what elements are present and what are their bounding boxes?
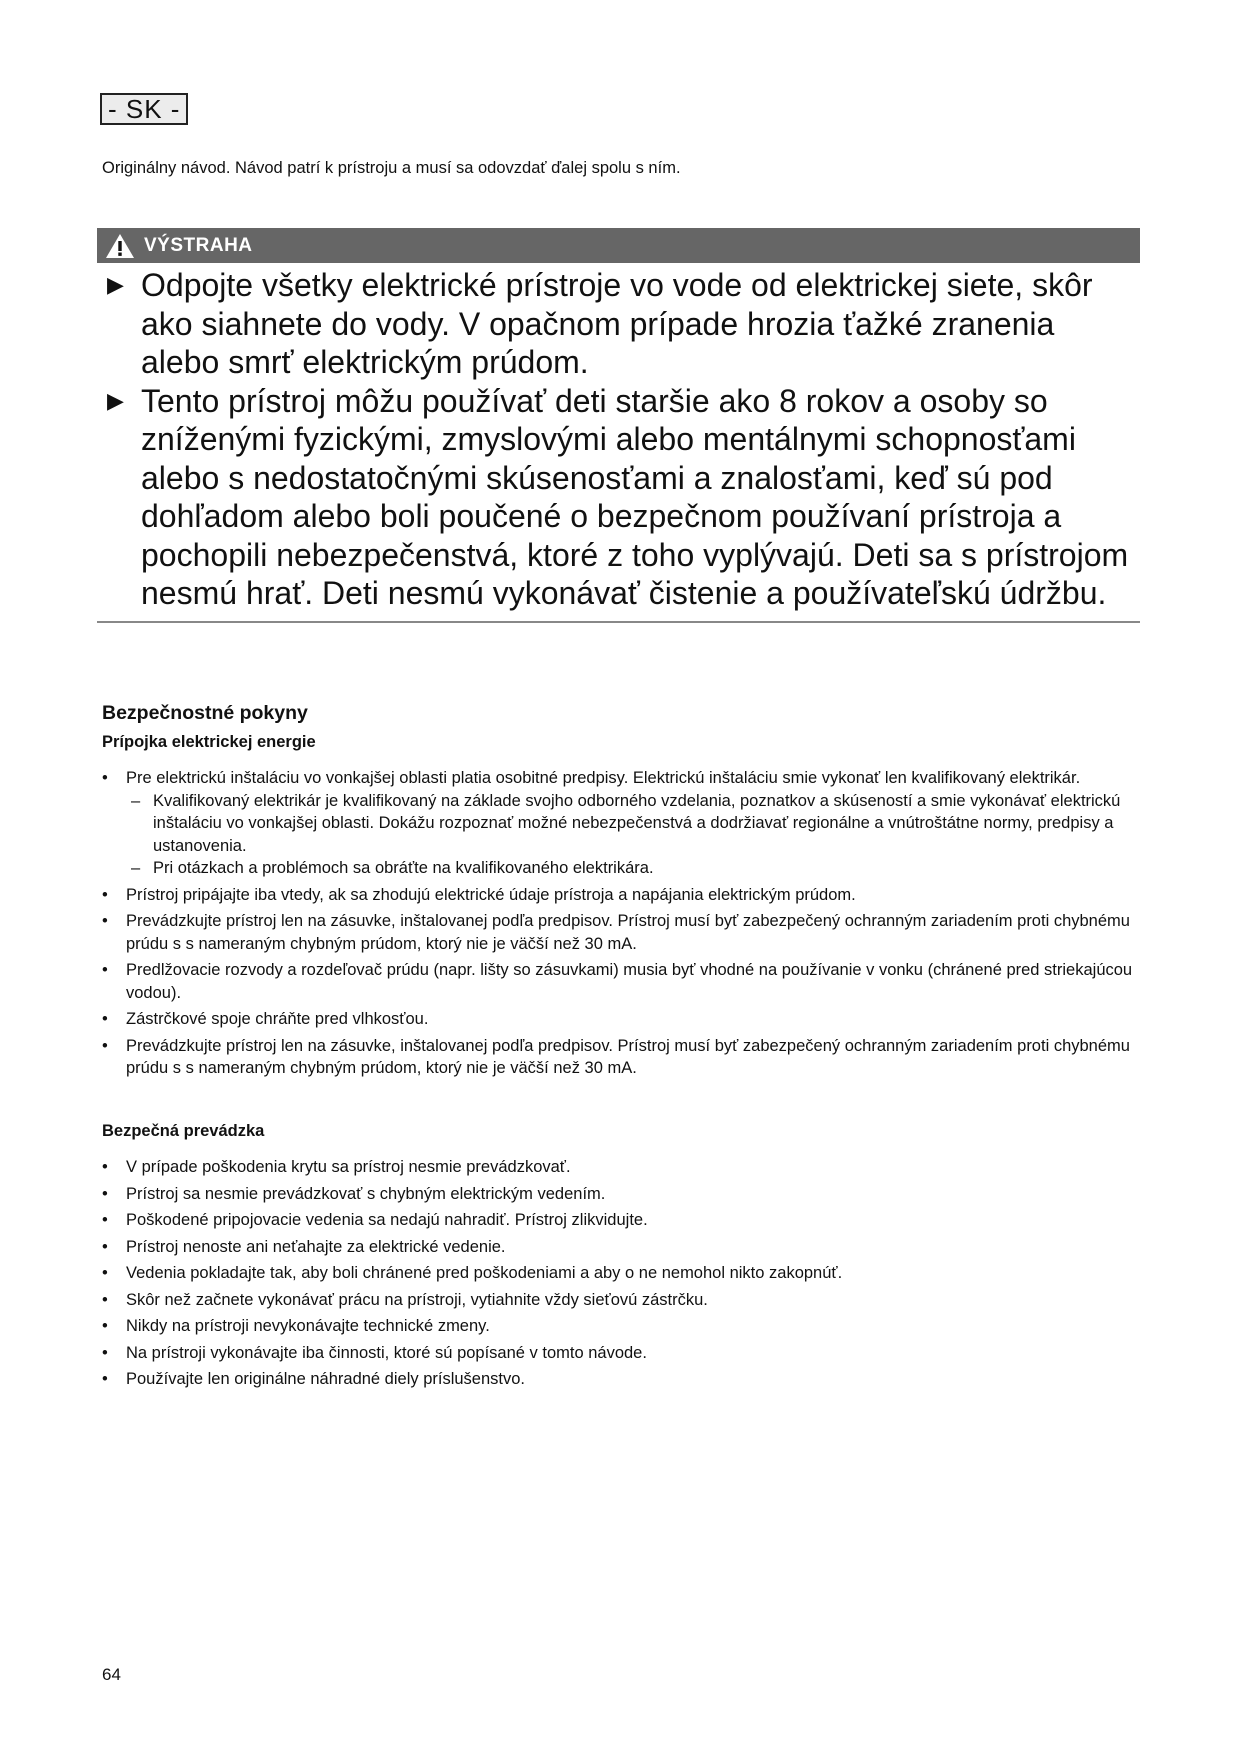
list-item: [102, 1183, 1152, 1206]
warning-box: [97, 228, 1140, 623]
bullet-icon: •: [102, 1264, 108, 1282]
list-item: [102, 884, 1152, 907]
list-item: [102, 767, 1152, 880]
list-item: [102, 1289, 1152, 1312]
list-item: [102, 1008, 1152, 1031]
arrow-icon: ▶: [107, 272, 124, 297]
bullet-icon: •: [102, 1158, 108, 1176]
list-item-text: V prípade poškodenia krytu sa prístroj nesmie prevádzkovať.: [126, 1158, 571, 1176]
list-item-text: Poškodené pripojovacie vedenia sa nedajú nahradiť. Prístroj zlikvidujte.: [126, 1211, 648, 1229]
list-item: [102, 910, 1152, 955]
sub-list: [126, 790, 1152, 880]
page-number: 64: [102, 1665, 121, 1684]
bullet-icon: •: [102, 1370, 108, 1388]
list-item-text: Prístroj nenoste ani neťahajte za elektrické vedenie.: [126, 1237, 506, 1256]
list-item: [102, 1156, 1152, 1179]
sub-list-item: [126, 857, 1152, 880]
subheading-safe-operation: Bezpečná prevádzka: [102, 1122, 265, 1140]
warning-list: [97, 266, 1140, 613]
warning-item-text: Odpojte všetky elektrické prístroje vo vode od elektrickej siete, skôr ako siahnete do vody. V opačnom prípade hrozia ťažké zranenia alebo smrť elektrickým prúdom.: [141, 267, 1093, 380]
list-item-text: Prístroj sa nesmie prevádzkovať s chybným elektrickým vedením.: [126, 1184, 606, 1203]
list-item-text: Nikdy na prístroji nevykonávajte technické zmeny.: [126, 1317, 490, 1335]
bullet-icon: •: [102, 961, 108, 979]
warning-item: [97, 266, 1140, 382]
list-item-text: Skôr než začnete vykonávať prácu na prístroji, vytiahnite vždy sieťovú zástrčku.: [126, 1290, 708, 1309]
intro-text: Originálny návod. Návod patrí k prístroju a musí sa odovzdať ďalej spolu s ním.: [102, 159, 681, 177]
bullet-icon: •: [102, 1343, 108, 1362]
bullet-icon: •: [102, 885, 108, 904]
warning-header: [97, 228, 1140, 263]
warning-item: [97, 382, 1140, 613]
list-item: [102, 1236, 1152, 1259]
warning-triangle-icon: [105, 233, 135, 259]
list-item-text: Predlžovacie rozvody a rozdeľovač prúdu (napr. lišty so zásuvkami) musia byť vhodné na používanie v vonku (chránené pred striekajúcou vodou).: [126, 961, 1133, 1002]
bullet-icon: •: [102, 1290, 108, 1309]
dash-icon: –: [131, 859, 141, 877]
list-item-text: Pre elektrickú inštaláciu vo vonkajšej oblasti platia osobitné predpisy. Elektrickú inštaláciu smie vykonať len kvalifikovaný elektrikár.: [126, 769, 1081, 787]
list-item: [102, 1342, 1152, 1365]
list-item-text: Prevádzkujte prístroj len na zásuvke, inštalovanej podľa predpisov. Prístroj musí byť zabezpečený ochranným zariadením proti chybnému prúdu s s nameraným chybným prúdom, ktorý nie je väčší než 30 mA.: [126, 912, 1130, 953]
list-item: [102, 1209, 1152, 1232]
bullet-icon: •: [102, 1237, 108, 1256]
bullet-icon: •: [102, 769, 108, 787]
warning-item-text: Tento prístroj môžu používať deti staršie ako 8 rokov a osoby so zníženými fyzickými, zmyslovými alebo mentálnymi schopnosťami alebo s nedostatočnými skúsenosťami a znalosťami, keď sú pod dohľadom alebo boli poučené o bezpečnom používaní prístroja a pochopili nebezpečenstvá, ktoré z toho vyplývajú. Deti sa s prístrojom nesmú hrať. Deti nesmú vykonávať čistenie a používateľskú údržbu.: [141, 382, 1129, 611]
list-item-text: Na prístroji vykonávajte iba činnosti, ktoré sú popísané v tomto návode.: [126, 1343, 647, 1362]
list-item-text: Zástrčkové spoje chráňte pred vlhkosťou.: [126, 1010, 429, 1028]
bullet-icon: •: [102, 1010, 108, 1028]
bullet-icon: •: [102, 912, 108, 930]
section-heading-safety: Bezpečnostné pokyny: [102, 702, 308, 724]
language-tag: - SK -: [100, 93, 188, 125]
sub-list-item-text: Pri otázkach a problémoch sa obráťte na kvalifikovaného elektrikára.: [153, 859, 654, 877]
bullet-icon: •: [102, 1184, 108, 1203]
list-item: [102, 1262, 1152, 1285]
list-item-text: Prístroj pripájajte iba vtedy, ak sa zhodujú elektrické údaje prístroja a napájania elektrickým prúdom.: [126, 885, 856, 904]
sub-list-item: [126, 790, 1152, 858]
sub-list-item-text: Kvalifikovaný elektrikár je kvalifikovaný na základe svojho odborného vzdelania, poznatkov a skúseností a smie vykonávať elektrickú inštaláciu vo vonkajšej oblasti. Dokážu rozpoznať možné nebezpečenstvá a dodržiavať regionálne a vnútroštátne normy, predpisy a ustanovenia.: [153, 791, 1121, 855]
power-connection-list: [102, 767, 1152, 1084]
list-item-text: Používajte len originálne náhradné diely príslušenstvo.: [126, 1370, 525, 1388]
list-item: [102, 1315, 1152, 1338]
dash-icon: –: [131, 791, 141, 810]
list-item: [102, 1368, 1152, 1391]
subheading-power-connection: Prípojka elektrickej energie: [102, 733, 316, 751]
bullet-icon: •: [102, 1211, 108, 1229]
warning-divider: [97, 621, 1140, 623]
list-item: [102, 959, 1152, 1004]
list-item-text: Prevádzkujte prístroj len na zásuvke, inštalovanej podľa predpisov. Prístroj musí byť zabezpečený ochranným zariadením proti chybnému prúdu s s nameraným chybným prúdom, ktorý nie je väčší než 30 mA.: [126, 1036, 1130, 1077]
arrow-icon: ▶: [107, 387, 124, 413]
warning-title: VÝSTRAHA: [144, 234, 253, 256]
list-item-text: Vedenia pokladajte tak, aby boli chránené pred poškodeniami a aby o ne nemohol nikto zakopnúť.: [126, 1264, 843, 1282]
bullet-icon: •: [102, 1036, 108, 1055]
safe-operation-list: [102, 1156, 1152, 1395]
bullet-icon: •: [102, 1317, 108, 1335]
list-item: [102, 1035, 1152, 1080]
